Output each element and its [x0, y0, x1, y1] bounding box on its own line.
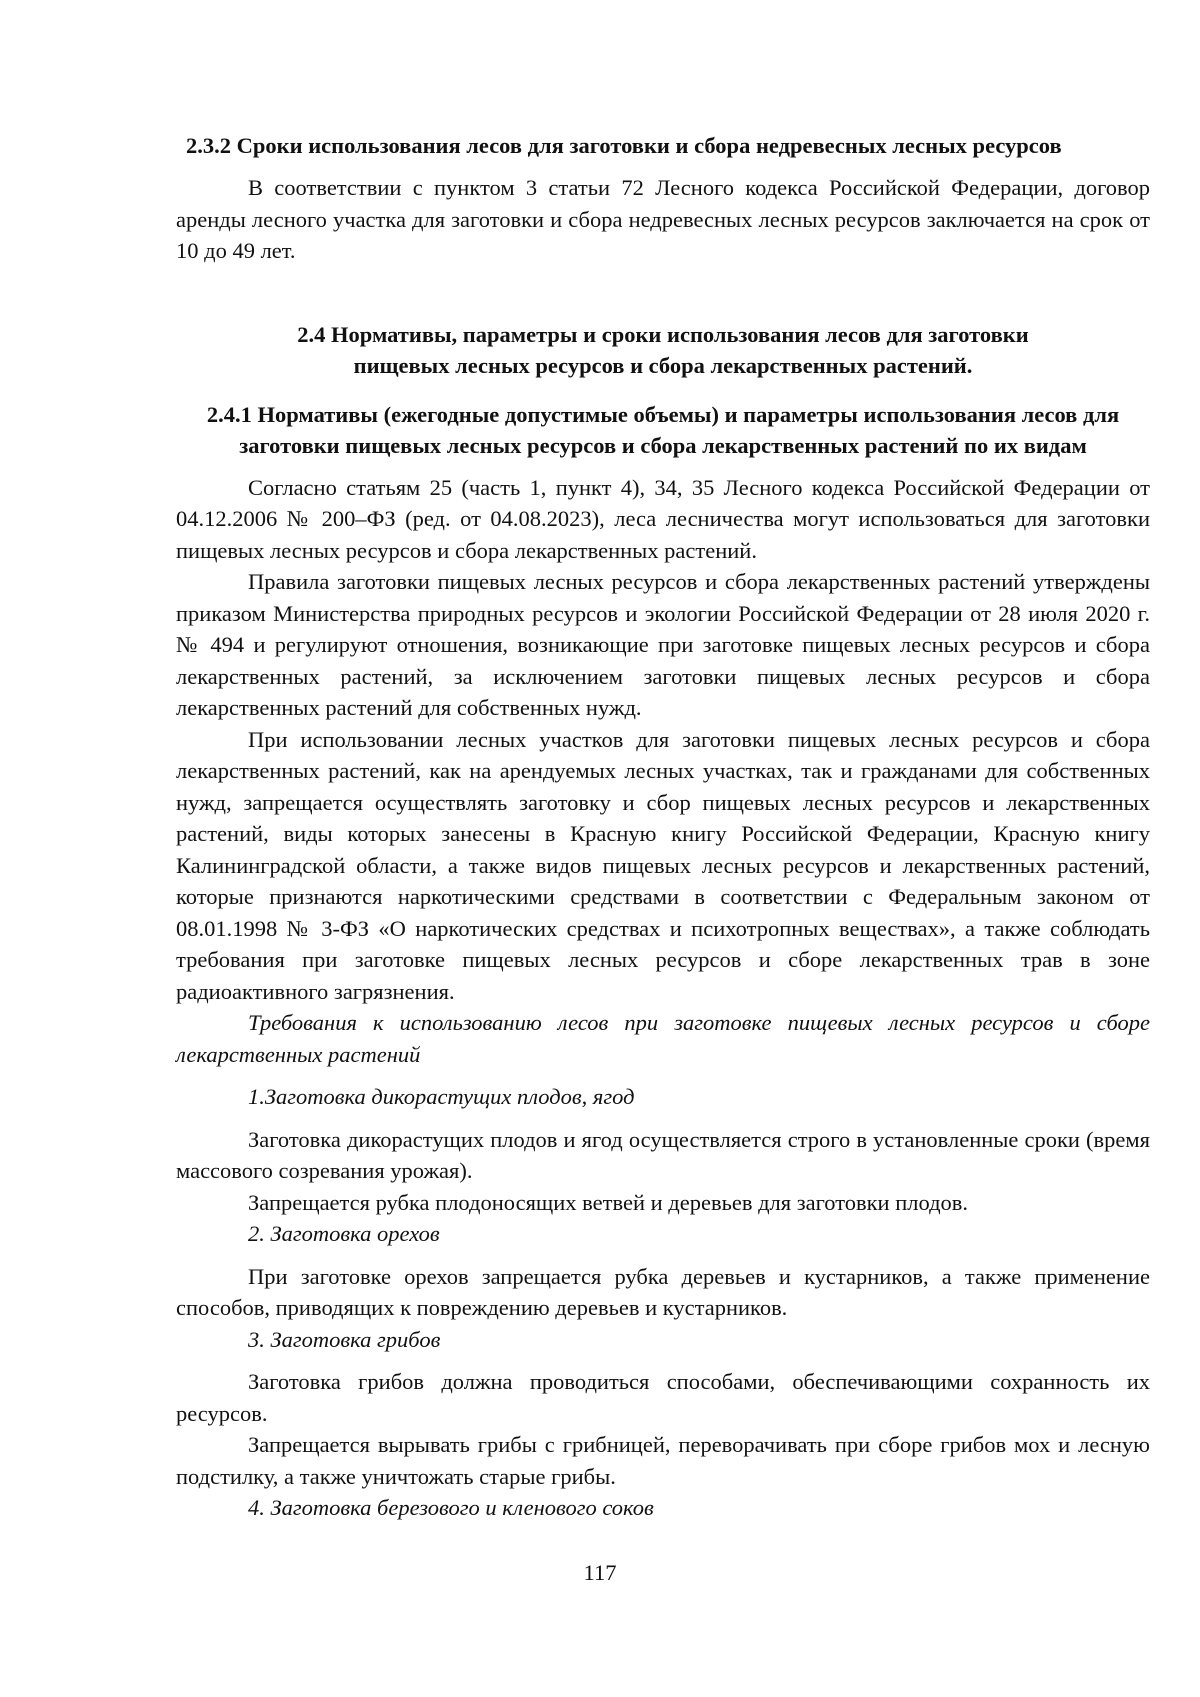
requirements-heading: Требования к использованию лесов при заготовке пищевых лесных ресурсов и сборе лекарственных растений — [176, 1010, 1150, 1067]
item-heading-sap: 4. Заготовка березового и кленового соков — [248, 1495, 654, 1520]
paragraph: В соответствии с пунктом 3 статьи 72 Лесного кодекса Российской Федерации, договор аренды лесного участка для заготовки и сбора недревесных лесных ресурсов заключается на срок от 10 до 49 лет. — [176, 175, 1150, 263]
paragraph: Правила заготовки пищевых лесных ресурсов и сбора лекарственных растений утверждены приказом Министерства природных ресурсов и экологии Российской Федерации от 28 июля 2020 г. № 494 и регулируют отношения, возникающие при заготовке пищевых лесных ресурсов и сбора лекарственных растений, за исключением заготовки пищевых лесных ресурсов и сбора лекарственных растений для собственных нужд. — [176, 569, 1150, 720]
item-heading-mushrooms: 3. Заготовка грибов — [248, 1326, 441, 1352]
document-page — [176, 130, 1150, 1524]
section-heading-2-3-2: 2.3.2 Сроки использования лесов для заготовки и сбора недревесных лесных ресурсов — [186, 133, 1062, 158]
paragraph: Запрещается вырывать грибы с грибницей, переворачивать при сборе грибов мох и лесную подстилку, а также уничтожать старые грибы. — [176, 1432, 1150, 1489]
paragraph: Заготовка дикорастущих плодов и ягод осуществляется строго в установленные сроки (время массового созревания урожая). — [176, 1126, 1150, 1183]
paragraph: Согласно статьям 25 (часть 1, пункт 4), 34, 35 Лесного кодекса Российской Федерации от 04.12.2006 № 200–ФЗ (ред. от 04.08.2023), леса лесничества могут использоваться для заготовки пищевых лесных ресурсов и сбора лекарственных растений. — [176, 474, 1150, 563]
section-heading-2-4-1: 2.4.1 Нормативы (ежегодные допустимые объемы) и параметры использования лесов для заготовки пищевых лесных ресурсов и сбора лекарственных растений по их видам — [206, 401, 1120, 458]
item-heading-nuts: 2. Заготовка орехов — [248, 1221, 440, 1246]
section-heading-2-4: 2.4 Нормативы, параметры и сроки использования лесов для заготовки пищевых лесных ресурсов и сбора лекарственных растений. — [297, 321, 1029, 378]
paragraph: При заготовке орехов запрещается рубка деревьев и кустарников, а также применение способов, приводящих к повреждению деревьев и кустарников. — [176, 1263, 1150, 1320]
paragraph: При использовании лесных участков для заготовки пищевых лесных ресурсов и сбора лекарственных растений, как на арендуемых лесных участках, так и гражданами для собственных нужд, запрещается осуществлять заготовку и сбор пищевых лесных ресурсов и лекарственных растений, виды которых занесены в Красную книгу Российской Федерации, Красную книгу Калининградской области, а также видов пищевых лесных ресурсов и лекарственных растений, которые признаются наркотическими средствами в соответствии с Федеральным законом от 08.01.1998 № 3-ФЗ «О наркотических средствах и психотропных веществах», а также соблюдать требования при заготовке пищевых лесных ресурсов и сборе лекарственных трав в зоне радиоактивного загрязнения. — [176, 726, 1150, 1004]
page-number: 117 — [583, 1560, 617, 1585]
paragraph: Заготовка грибов должна проводиться способами, обеспечивающими сохранность их ресурсов. — [176, 1369, 1150, 1426]
item-heading-fruits: 1.Заготовка дикорастущих плодов, ягод — [248, 1084, 635, 1109]
paragraph: Запрещается рубка плодоносящих ветвей и деревьев для заготовки плодов. — [248, 1189, 969, 1215]
